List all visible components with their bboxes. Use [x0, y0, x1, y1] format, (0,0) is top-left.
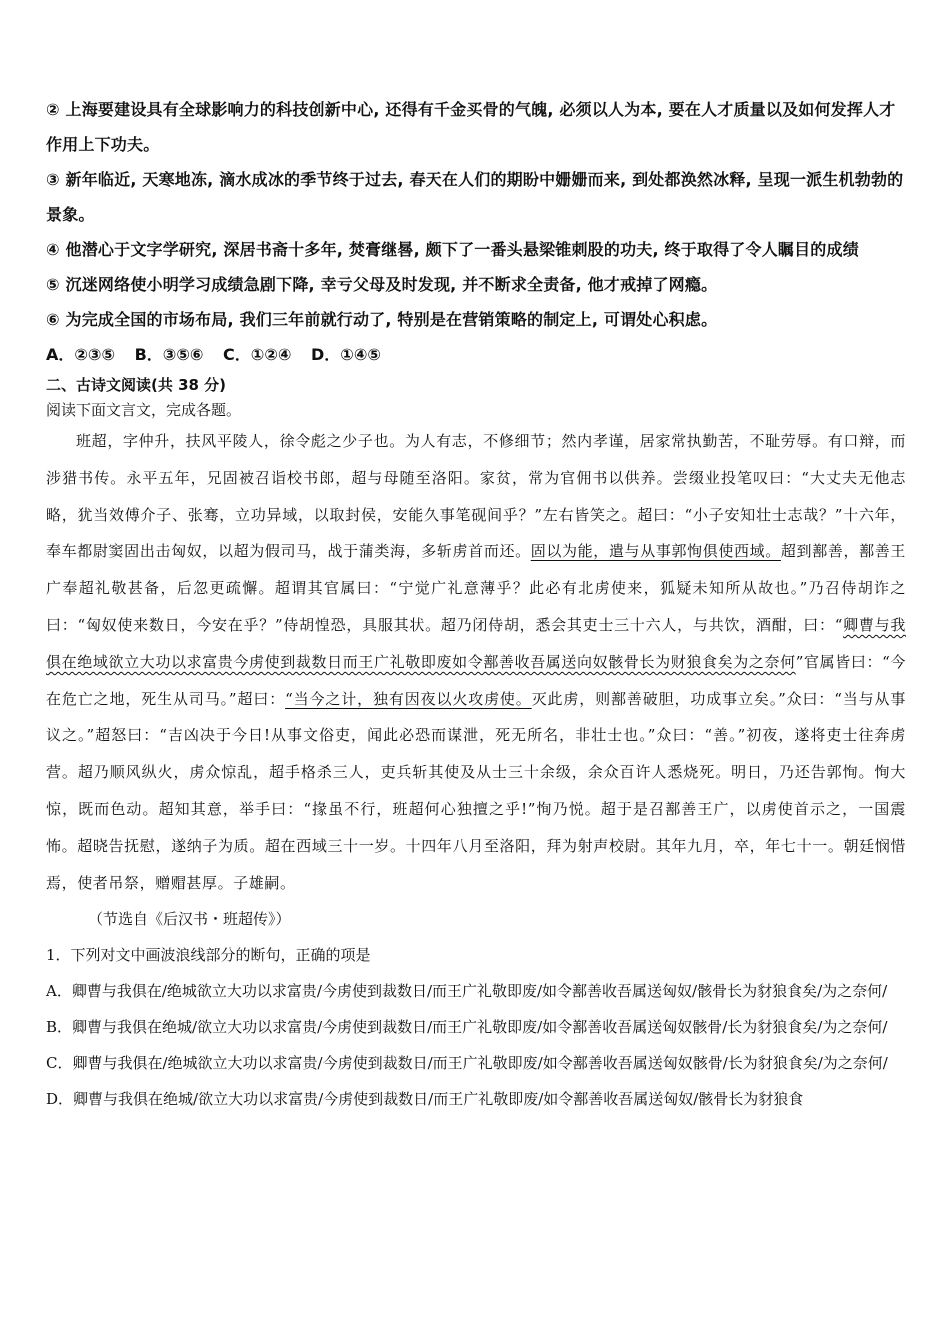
option-c: C．①②④ [223, 345, 292, 364]
passage-part-4: 灭此虏，则鄯善破胆，功成事立矣。”众曰：“当与从事议之。”超怒曰：“吉凶决于今日!从事文俗吏，闻此必恐而谋泄，死无所名，非壮士也。”众曰：“善。”初夜，遂将吏士往奔虏营。超乃顺风纵火，虏众惊乱，超手格杀三人，吏兵斩其使及从士三十余级，余众百许人悉烧死。明日，乃还告郭恂。恂大惊，既而色动。超知其意，举手曰：“掾虽不行，班超何心独擅之乎!”恂乃悦。超于是召鄯善王广，以虏使首示之，一国震怖。超晓告抚慰，遂纳子为质。超在西域三十一岁。十四年八月至洛阳，拜为射声校尉。其年九月，卒，年七十一。朝廷悯惜焉，使者吊祭，赠赗甚厚。子雄嗣。 [46, 689, 906, 892]
choice-d: D．卿曹与我俱在绝城/欲立大功以求富贵/今虏使到裁数日/而王广礼敬即废/如令鄯善收吾属送匈奴/骸骨长为豺狼食 [46, 1090, 804, 1109]
passage-part-1: 班超，字仲升，扶风平陵人，徐令彪之少子也。为人有志，不修细节；然内孝谨，居家常执勤苦，不耻劳辱。有口辩，而涉猎书传。永平五年，兄固被召诣校书郎，超与母随至洛阳。家贫，常为官佣书以供养。尝缀业投笔叹曰：“大丈夫无他志略，犹当效傅介子、张骞，立功异域，以取封侯，安能久事笔砚间乎？”左右皆笑之。超曰：“小子安知壮士志哉？”十六年，奉车都尉窦固出击匈奴，以超为假司马，战于蒲类海，多斩虏首而还。 [46, 432, 906, 561]
section-title: 二、古诗文阅读(共 38 分) [46, 376, 227, 394]
choice-c: C．卿曹与我俱在/绝城欲立大功以求富贵/今虏使到裁数日/而王广礼敬即废/如令鄯善收吾属送匈奴骸骨/长为豺狼食矣/为之奈何/ [46, 1054, 888, 1073]
question-1: 1．下列对文中画波浪线部分的断句，正确的项是 [46, 946, 371, 965]
sentence-item-4: ④ 他潜心于文字学研究, 深居书斋十多年, 焚膏继晷, 颇下了一番头悬梁锥刺股的功夫, 终于取得了令人瞩目的成绩 [46, 240, 859, 259]
sentence-item-6: ⑥ 为完成全国的市场布局, 我们三年前就行动了, 特别是在营销策略的制定上, 可谓处心积虑。 [46, 310, 718, 329]
passage-source: （节选自《后汉书・班超传》） [88, 910, 291, 929]
option-b: B．③⑤⑥ [134, 345, 204, 364]
underlined-sentence-2: “当今之计，独有因夜以火攻虏使。 [285, 689, 532, 708]
choice-a: A．卿曹与我俱在/绝城欲立大功以求富贵/今虏使到裁数日/而王广礼敬即废/如令鄯善收吾属送匈奴/骸骨长为豺狼食矣/为之奈何/ [46, 982, 888, 1001]
sentence-item-5: ⑤ 沉迷网络使小明学习成绩急剧下降, 幸亏父母及时发现, 并不断求全责备, 他才戒掉了网瘾。 [46, 275, 718, 294]
exam-page [46, 92, 906, 1117]
passage-part-3: ”官属皆曰：“今在危亡之地，死生从司马。”超曰： [46, 652, 906, 708]
passage-part-2: 超到鄯善，鄯善王广奉超礼敬甚备，后忽更疏懈。超谓其官属曰：“宁觉广礼意薄乎？此必有北虏使来，狐疑未知所从故也。”乃召侍胡诈之曰：“匈奴使来数日，今安在乎？”侍胡惶恐，具服其状。超乃闭侍胡，悉会其吏士三十六人，与共饮，酒酣，曰：“ [46, 542, 906, 634]
sentence-item-2: ② 上海要建设具有全球影响力的科技创新中心, 还得有千金买骨的气魄, 必须以人为本, 要在人才质量以及如何发挥人才作用上下功夫。 [46, 100, 896, 154]
sentence-item-3: ③ 新年临近, 天寒地冻, 滴水成冰的季节终于过去, 春天在人们的期盼中姗姗而来, 到处都涣然冰释, 呈现一派生机勃勃的景象。 [46, 170, 904, 224]
classical-passage [46, 423, 906, 901]
option-d: D．①④⑤ [311, 345, 381, 364]
choice-b: B．卿曹与我俱在绝城/欲立大功以求富贵/今虏使到裁数日/而王广礼敬即废/如令鄯善收吾属送匈奴骸骨/长为豺狼食矣/为之奈何/ [46, 1018, 888, 1037]
underlined-sentence-1: 固以为能，遣与从事郭恂俱使西域。 [530, 542, 781, 561]
answer-options [46, 337, 906, 373]
reading-instruction: 阅读下面文言文，完成各题。 [46, 401, 242, 419]
option-a: A．②③⑤ [46, 345, 116, 364]
wavy-underlined-segment: 卿曹与我俱在绝域欲立大功以求富贵今虏使到裁数日而王广礼敬即废如令鄯善收吾属送向奴骸骨长为财狼食矣为之奈何 [46, 615, 906, 671]
